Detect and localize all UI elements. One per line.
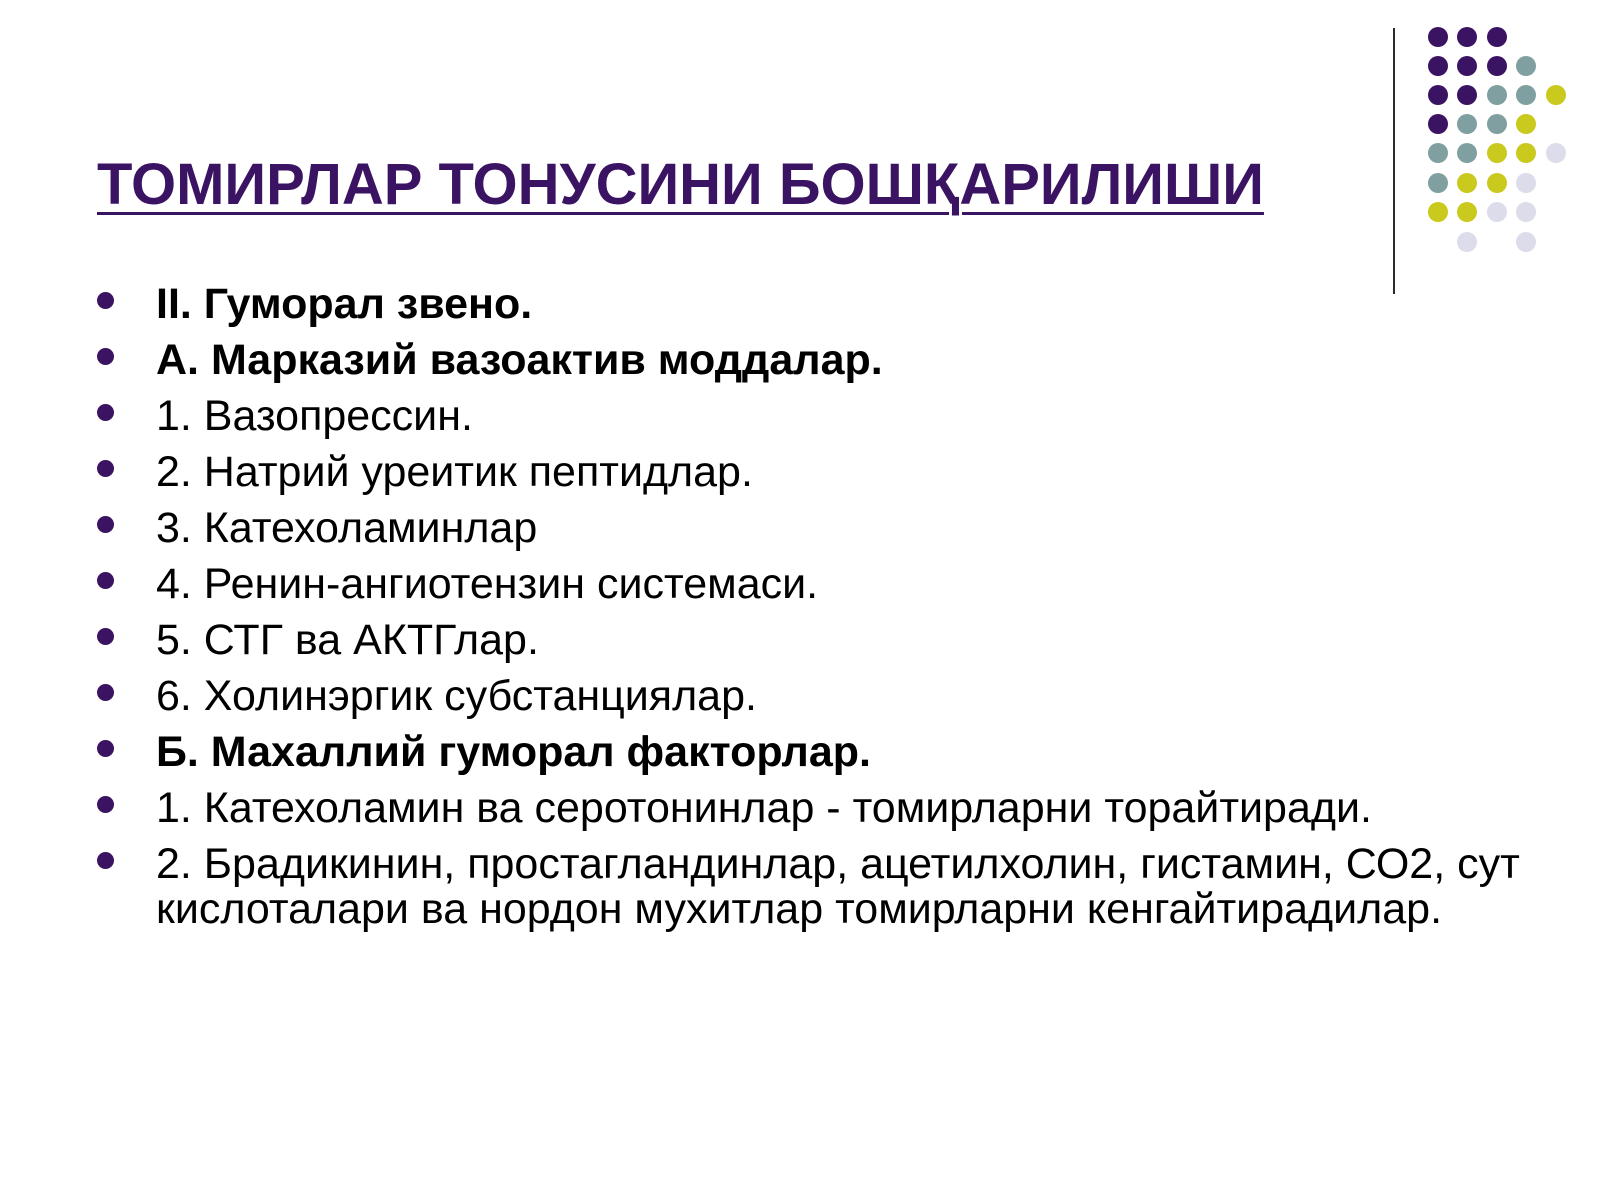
bullet-text: II. Гуморал звено. (156, 280, 533, 328)
decorative-dot (1487, 56, 1507, 76)
decorative-dot (1487, 27, 1507, 47)
bullet-dot-icon (97, 516, 114, 533)
bullet-item (96, 394, 1536, 439)
bullet-item (96, 282, 1536, 327)
decorative-dot (1428, 143, 1448, 163)
decorative-dot (1428, 56, 1448, 76)
bullet-text: 2. Брадикинин, простагландинлар, ацетилхолин, гистамин, СО2, сут кислоталари ва нордон мухитлар томирларни кенгайтирадилар. (156, 840, 1520, 933)
bullet-item (96, 338, 1536, 383)
bullet-dot-icon (97, 292, 114, 309)
decorative-dot (1516, 202, 1536, 222)
bullet-text: 5. СТГ ва АКТГлар. (156, 616, 539, 664)
decorative-dot (1457, 173, 1477, 193)
decorative-dot (1487, 143, 1507, 163)
bullet-item (96, 506, 1536, 551)
decorative-dot (1457, 27, 1477, 47)
vertical-divider (1393, 28, 1395, 294)
bullet-text: А. Марказий вазоактив моддалар. (156, 336, 883, 384)
decorative-dot (1428, 202, 1448, 222)
bullet-item (96, 786, 1536, 831)
bullet-dot-icon (97, 684, 114, 701)
bullet-text: 2. Натрий уреитик пептидлар. (156, 448, 753, 496)
bullet-dot-icon (97, 628, 114, 645)
bullet-dot-icon (97, 740, 114, 757)
decorative-dot (1487, 202, 1507, 222)
bullet-text: 3. Катехоламинлар (156, 504, 538, 552)
bullet-text: Б. Махаллий гуморал факторлар. (156, 728, 872, 776)
decorative-dot (1428, 114, 1448, 134)
bullet-dot-icon (97, 404, 114, 421)
decorative-dot (1516, 114, 1536, 134)
slide-title: ТОМИРЛАР ТОНУСИНИ БОШҚАРИЛИШИ (97, 152, 1264, 217)
bullet-text: 4. Ренин-ангиотензин системаси. (156, 560, 819, 608)
decorative-dot (1428, 85, 1448, 105)
bullet-item (96, 618, 1536, 663)
bullet-item (96, 674, 1536, 719)
decorative-dot (1516, 173, 1536, 193)
decorative-dot (1487, 173, 1507, 193)
decorative-dot (1457, 85, 1477, 105)
decorative-dot (1546, 143, 1566, 163)
bullet-dot-icon (97, 348, 114, 365)
bullet-text: 1. Катехоламин ва серотонинлар - томирларни торайтиради. (156, 784, 1372, 832)
decorative-dot (1457, 143, 1477, 163)
decorative-dot (1516, 143, 1536, 163)
decorative-dot (1428, 173, 1448, 193)
decorative-dot (1457, 56, 1477, 76)
decorative-dot (1428, 27, 1448, 47)
bullet-text: 6. Холинэргик субстанциялар. (156, 672, 757, 720)
decorative-dot (1516, 85, 1536, 105)
decorative-dot (1546, 85, 1566, 105)
bullet-text: 1. Вазопрессин. (156, 392, 473, 440)
decorative-dot (1516, 56, 1536, 76)
bullet-dot-icon (97, 572, 114, 589)
bullet-list (96, 282, 1536, 943)
bullet-item (96, 730, 1536, 775)
bullet-item (96, 842, 1536, 932)
bullet-dot-icon (97, 460, 114, 477)
bullet-dot-icon (97, 852, 114, 869)
bullet-dot-icon (97, 796, 114, 813)
decorative-dot (1487, 85, 1507, 105)
bullet-item (96, 450, 1536, 495)
bullet-item (96, 562, 1536, 607)
decorative-dot (1457, 202, 1477, 222)
decorative-dot (1487, 114, 1507, 134)
decorative-dot (1457, 232, 1477, 252)
decorative-dot (1516, 232, 1536, 252)
decorative-dot (1457, 114, 1477, 134)
